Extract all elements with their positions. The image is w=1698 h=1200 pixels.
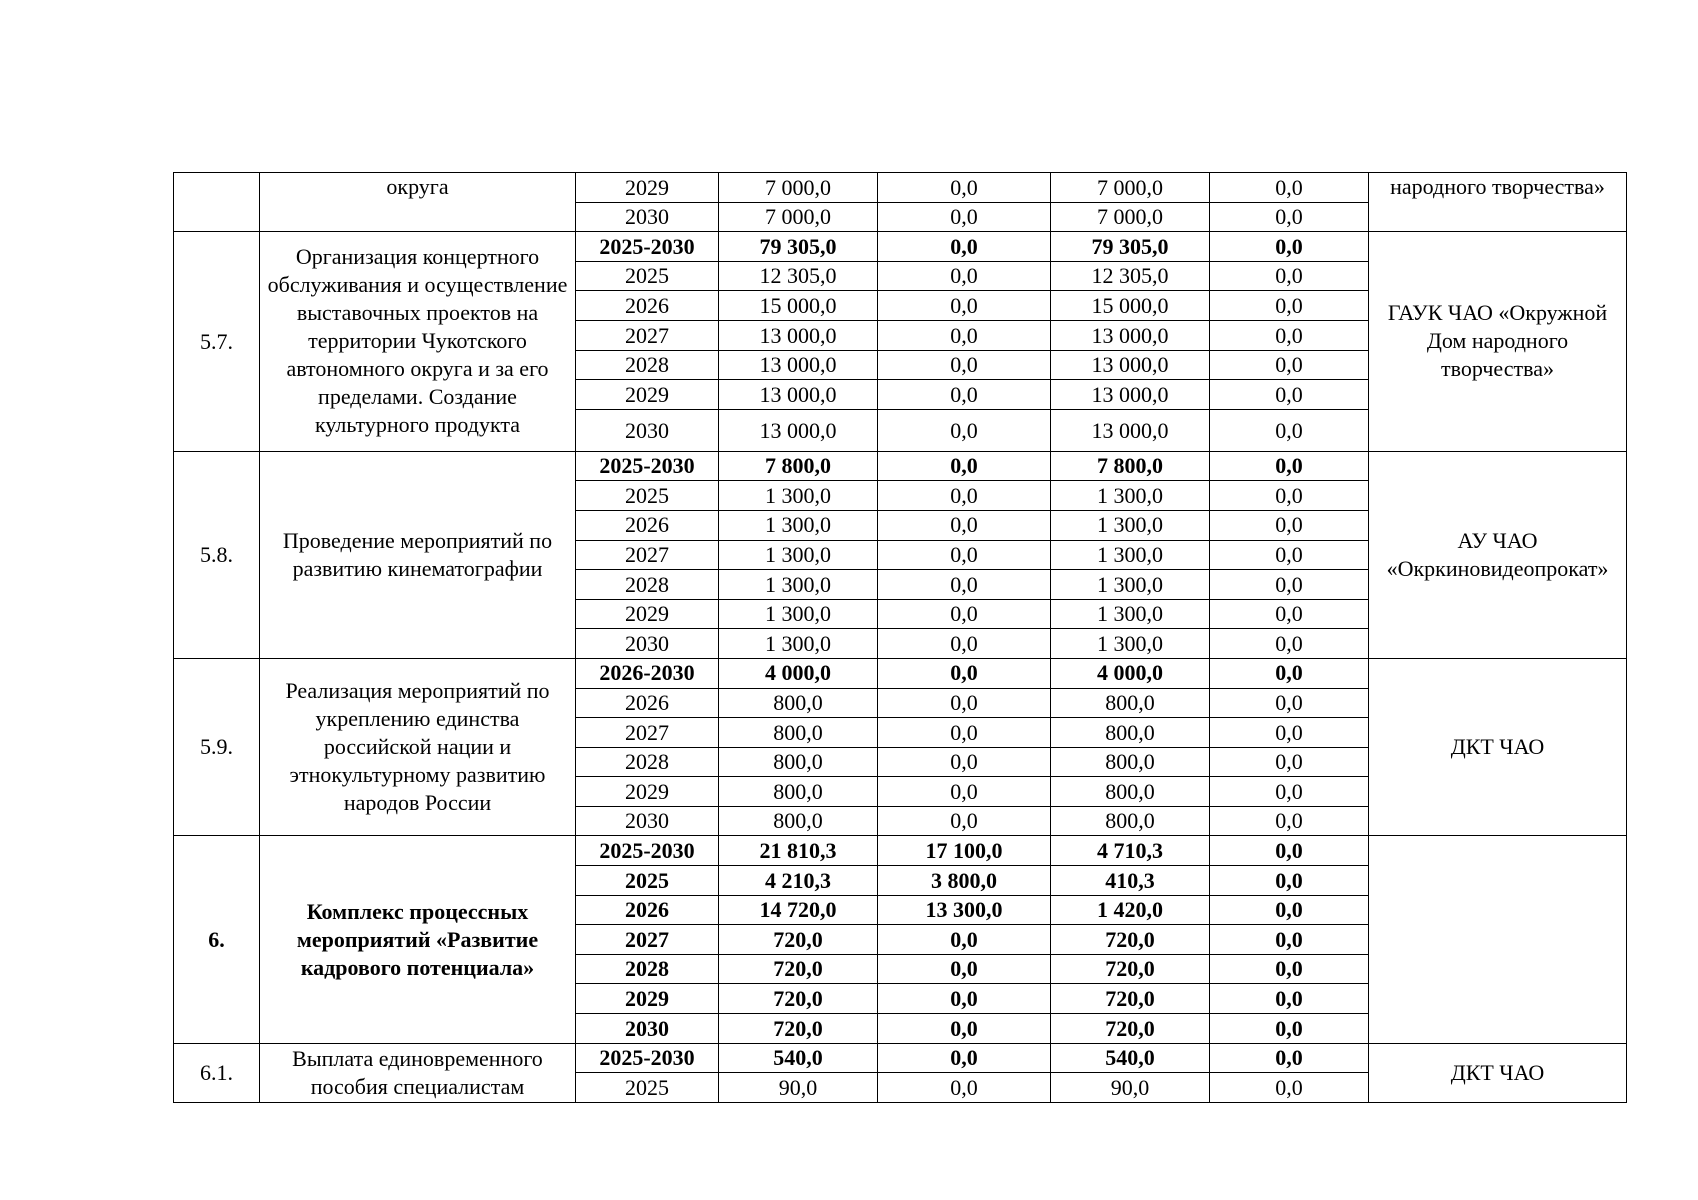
total-cell: 1 300,0: [719, 570, 878, 600]
district-budget-cell: 79 305,0: [1051, 232, 1210, 262]
other-sources-cell: 0,0: [1210, 540, 1369, 570]
table-row: [174, 451, 1627, 481]
district-budget-cell: 1 300,0: [1051, 510, 1210, 540]
total-cell: 1 300,0: [719, 481, 878, 511]
table-row: [174, 173, 1627, 203]
other-sources-cell: 0,0: [1210, 232, 1369, 262]
year-cell: 2026-2030: [576, 658, 719, 688]
total-cell: 1 300,0: [719, 629, 878, 659]
section-number: 5.7.: [174, 232, 260, 452]
district-budget-cell: 800,0: [1051, 688, 1210, 718]
year-cell: 2030: [576, 409, 719, 451]
total-cell: 800,0: [719, 718, 878, 748]
federal-budget-cell: 0,0: [878, 350, 1051, 380]
federal-budget-cell: 0,0: [878, 481, 1051, 511]
total-cell: 540,0: [719, 1043, 878, 1073]
district-budget-cell: 7 000,0: [1051, 202, 1210, 232]
federal-budget-cell: 0,0: [878, 570, 1051, 600]
total-cell: 12 305,0: [719, 261, 878, 291]
year-cell: 2025-2030: [576, 836, 719, 866]
other-sources-cell: 0,0: [1210, 688, 1369, 718]
other-sources-cell: 0,0: [1210, 747, 1369, 777]
federal-budget-cell: 3 800,0: [878, 866, 1051, 896]
other-sources-cell: 0,0: [1210, 481, 1369, 511]
section-name: Выплата единовременного пособия специалистам: [260, 1043, 576, 1102]
federal-budget-cell: 0,0: [878, 1014, 1051, 1044]
year-cell: 2025-2030: [576, 232, 719, 262]
other-sources-cell: 0,0: [1210, 1073, 1369, 1103]
federal-budget-cell: 0,0: [878, 806, 1051, 836]
total-cell: 800,0: [719, 688, 878, 718]
year-cell: 2026: [576, 895, 719, 925]
total-cell: 720,0: [719, 1014, 878, 1044]
district-budget-cell: 410,3: [1051, 866, 1210, 896]
section-name: Проведение мероприятий по развитию кинематографии: [260, 451, 576, 658]
year-cell: 2026: [576, 688, 719, 718]
other-sources-cell: 0,0: [1210, 836, 1369, 866]
responsible-executor: ДКТ ЧАО: [1369, 658, 1627, 836]
district-budget-cell: 4 000,0: [1051, 658, 1210, 688]
federal-budget-cell: 0,0: [878, 718, 1051, 748]
federal-budget-cell: 17 100,0: [878, 836, 1051, 866]
federal-budget-cell: 0,0: [878, 1073, 1051, 1103]
total-cell: 1 300,0: [719, 540, 878, 570]
federal-budget-cell: 0,0: [878, 954, 1051, 984]
total-cell: 7 800,0: [719, 451, 878, 481]
other-sources-cell: 0,0: [1210, 984, 1369, 1014]
federal-budget-cell: 0,0: [878, 451, 1051, 481]
year-cell: 2029: [576, 599, 719, 629]
year-cell: 2027: [576, 320, 719, 350]
year-cell: 2030: [576, 1014, 719, 1044]
year-cell: 2025: [576, 261, 719, 291]
district-budget-cell: 800,0: [1051, 718, 1210, 748]
total-cell: 13 000,0: [719, 320, 878, 350]
other-sources-cell: 0,0: [1210, 510, 1369, 540]
year-cell: 2026: [576, 510, 719, 540]
year-cell: 2028: [576, 954, 719, 984]
section-number: 6.: [174, 836, 260, 1043]
other-sources-cell: 0,0: [1210, 320, 1369, 350]
other-sources-cell: 0,0: [1210, 866, 1369, 896]
district-budget-cell: 13 000,0: [1051, 380, 1210, 410]
federal-budget-cell: 0,0: [878, 409, 1051, 451]
year-cell: 2025-2030: [576, 451, 719, 481]
year-cell: 2029: [576, 380, 719, 410]
total-cell: 720,0: [719, 925, 878, 955]
table-row: [174, 232, 1627, 262]
federal-budget-cell: 0,0: [878, 629, 1051, 659]
district-budget-cell: 800,0: [1051, 777, 1210, 807]
total-cell: 13 000,0: [719, 380, 878, 410]
federal-budget-cell: 0,0: [878, 658, 1051, 688]
district-budget-cell: 1 300,0: [1051, 599, 1210, 629]
total-cell: 720,0: [719, 984, 878, 1014]
district-budget-cell: 720,0: [1051, 1014, 1210, 1044]
other-sources-cell: 0,0: [1210, 629, 1369, 659]
district-budget-cell: 1 300,0: [1051, 481, 1210, 511]
district-budget-cell: 15 000,0: [1051, 291, 1210, 321]
federal-budget-cell: 0,0: [878, 261, 1051, 291]
district-budget-cell: 800,0: [1051, 747, 1210, 777]
federal-budget-cell: 0,0: [878, 777, 1051, 807]
district-budget-cell: 13 000,0: [1051, 350, 1210, 380]
other-sources-cell: 0,0: [1210, 1043, 1369, 1073]
federal-budget-cell: 0,0: [878, 320, 1051, 350]
federal-budget-cell: 0,0: [878, 380, 1051, 410]
total-cell: 7 000,0: [719, 202, 878, 232]
responsible-executor: народного творчества»: [1369, 173, 1627, 232]
total-cell: 800,0: [719, 806, 878, 836]
district-budget-cell: 720,0: [1051, 984, 1210, 1014]
year-cell: 2030: [576, 629, 719, 659]
other-sources-cell: 0,0: [1210, 451, 1369, 481]
responsible-executor: АУ ЧАО «Окркиновидеопрокат»: [1369, 451, 1627, 658]
year-cell: 2028: [576, 570, 719, 600]
district-budget-cell: 12 305,0: [1051, 261, 1210, 291]
total-cell: 720,0: [719, 954, 878, 984]
table-row: [174, 836, 1627, 866]
federal-budget-cell: 0,0: [878, 747, 1051, 777]
other-sources-cell: 0,0: [1210, 954, 1369, 984]
total-cell: 1 300,0: [719, 599, 878, 629]
federal-budget-cell: 0,0: [878, 688, 1051, 718]
section-name: Комплекс процессных мероприятий «Развитие кадрового потенциала»: [260, 836, 576, 1043]
total-cell: 4 000,0: [719, 658, 878, 688]
other-sources-cell: 0,0: [1210, 777, 1369, 807]
total-cell: 1 300,0: [719, 510, 878, 540]
federal-budget-cell: 0,0: [878, 984, 1051, 1014]
other-sources-cell: 0,0: [1210, 1014, 1369, 1044]
district-budget-cell: 800,0: [1051, 806, 1210, 836]
total-cell: 800,0: [719, 777, 878, 807]
other-sources-cell: 0,0: [1210, 806, 1369, 836]
year-cell: 2027: [576, 718, 719, 748]
year-cell: 2027: [576, 925, 719, 955]
responsible-executor: ГАУК ЧАО «Окружной Дом народного творчества»: [1369, 232, 1627, 452]
section-name: Реализация мероприятий по укреплению единства российской нации и этнокультурному развитию народов России: [260, 658, 576, 836]
federal-budget-cell: 0,0: [878, 291, 1051, 321]
year-cell: 2025: [576, 481, 719, 511]
section-name: Организация концертного обслуживания и осуществление выставочных проектов на территории Чукотского автономного округа и за его пределами. Создание культурного продукта: [260, 232, 576, 452]
other-sources-cell: 0,0: [1210, 895, 1369, 925]
federal-budget-cell: 13 300,0: [878, 895, 1051, 925]
table-row: [174, 658, 1627, 688]
other-sources-cell: 0,0: [1210, 350, 1369, 380]
district-budget-cell: 1 300,0: [1051, 540, 1210, 570]
other-sources-cell: 0,0: [1210, 291, 1369, 321]
district-budget-cell: 90,0: [1051, 1073, 1210, 1103]
other-sources-cell: 0,0: [1210, 409, 1369, 451]
total-cell: 14 720,0: [719, 895, 878, 925]
other-sources-cell: 0,0: [1210, 261, 1369, 291]
other-sources-cell: 0,0: [1210, 202, 1369, 232]
federal-budget-cell: 0,0: [878, 599, 1051, 629]
district-budget-cell: 1 300,0: [1051, 629, 1210, 659]
federal-budget-cell: 0,0: [878, 202, 1051, 232]
federal-budget-cell: 0,0: [878, 540, 1051, 570]
other-sources-cell: 0,0: [1210, 658, 1369, 688]
section-name: округа: [260, 173, 576, 232]
section-number: 5.8.: [174, 451, 260, 658]
district-budget-cell: 13 000,0: [1051, 320, 1210, 350]
other-sources-cell: 0,0: [1210, 173, 1369, 203]
federal-budget-cell: 0,0: [878, 173, 1051, 203]
federal-budget-cell: 0,0: [878, 232, 1051, 262]
district-budget-cell: 1 300,0: [1051, 570, 1210, 600]
year-cell: 2028: [576, 350, 719, 380]
total-cell: 7 000,0: [719, 173, 878, 203]
other-sources-cell: 0,0: [1210, 718, 1369, 748]
district-budget-cell: 720,0: [1051, 925, 1210, 955]
year-cell: 2029: [576, 777, 719, 807]
table-row: [174, 1043, 1627, 1073]
district-budget-cell: 1 420,0: [1051, 895, 1210, 925]
other-sources-cell: 0,0: [1210, 380, 1369, 410]
total-cell: 90,0: [719, 1073, 878, 1103]
responsible-executor: ДКТ ЧАО: [1369, 1043, 1627, 1102]
year-cell: 2025: [576, 1073, 719, 1103]
year-cell: 2025: [576, 866, 719, 896]
total-cell: 4 210,3: [719, 866, 878, 896]
federal-budget-cell: 0,0: [878, 510, 1051, 540]
total-cell: 800,0: [719, 747, 878, 777]
district-budget-cell: 7 800,0: [1051, 451, 1210, 481]
total-cell: 13 000,0: [719, 350, 878, 380]
other-sources-cell: 0,0: [1210, 599, 1369, 629]
total-cell: 21 810,3: [719, 836, 878, 866]
year-cell: 2027: [576, 540, 719, 570]
district-budget-cell: 720,0: [1051, 954, 1210, 984]
year-cell: 2025-2030: [576, 1043, 719, 1073]
year-cell: 2029: [576, 984, 719, 1014]
federal-budget-cell: 0,0: [878, 1043, 1051, 1073]
total-cell: 13 000,0: [719, 409, 878, 451]
district-budget-cell: 540,0: [1051, 1043, 1210, 1073]
responsible-executor: [1369, 836, 1627, 1043]
other-sources-cell: 0,0: [1210, 570, 1369, 600]
district-budget-cell: 13 000,0: [1051, 409, 1210, 451]
district-budget-cell: 4 710,3: [1051, 836, 1210, 866]
other-sources-cell: 0,0: [1210, 925, 1369, 955]
budget-table: [173, 172, 1627, 1103]
section-number: [174, 173, 260, 232]
year-cell: 2029: [576, 173, 719, 203]
year-cell: 2030: [576, 202, 719, 232]
total-cell: 15 000,0: [719, 291, 878, 321]
total-cell: 79 305,0: [719, 232, 878, 262]
district-budget-cell: 7 000,0: [1051, 173, 1210, 203]
section-number: 5.9.: [174, 658, 260, 836]
budget-table-body: [174, 173, 1627, 1103]
section-number: 6.1.: [174, 1043, 260, 1102]
year-cell: 2026: [576, 291, 719, 321]
year-cell: 2030: [576, 806, 719, 836]
year-cell: 2028: [576, 747, 719, 777]
federal-budget-cell: 0,0: [878, 925, 1051, 955]
